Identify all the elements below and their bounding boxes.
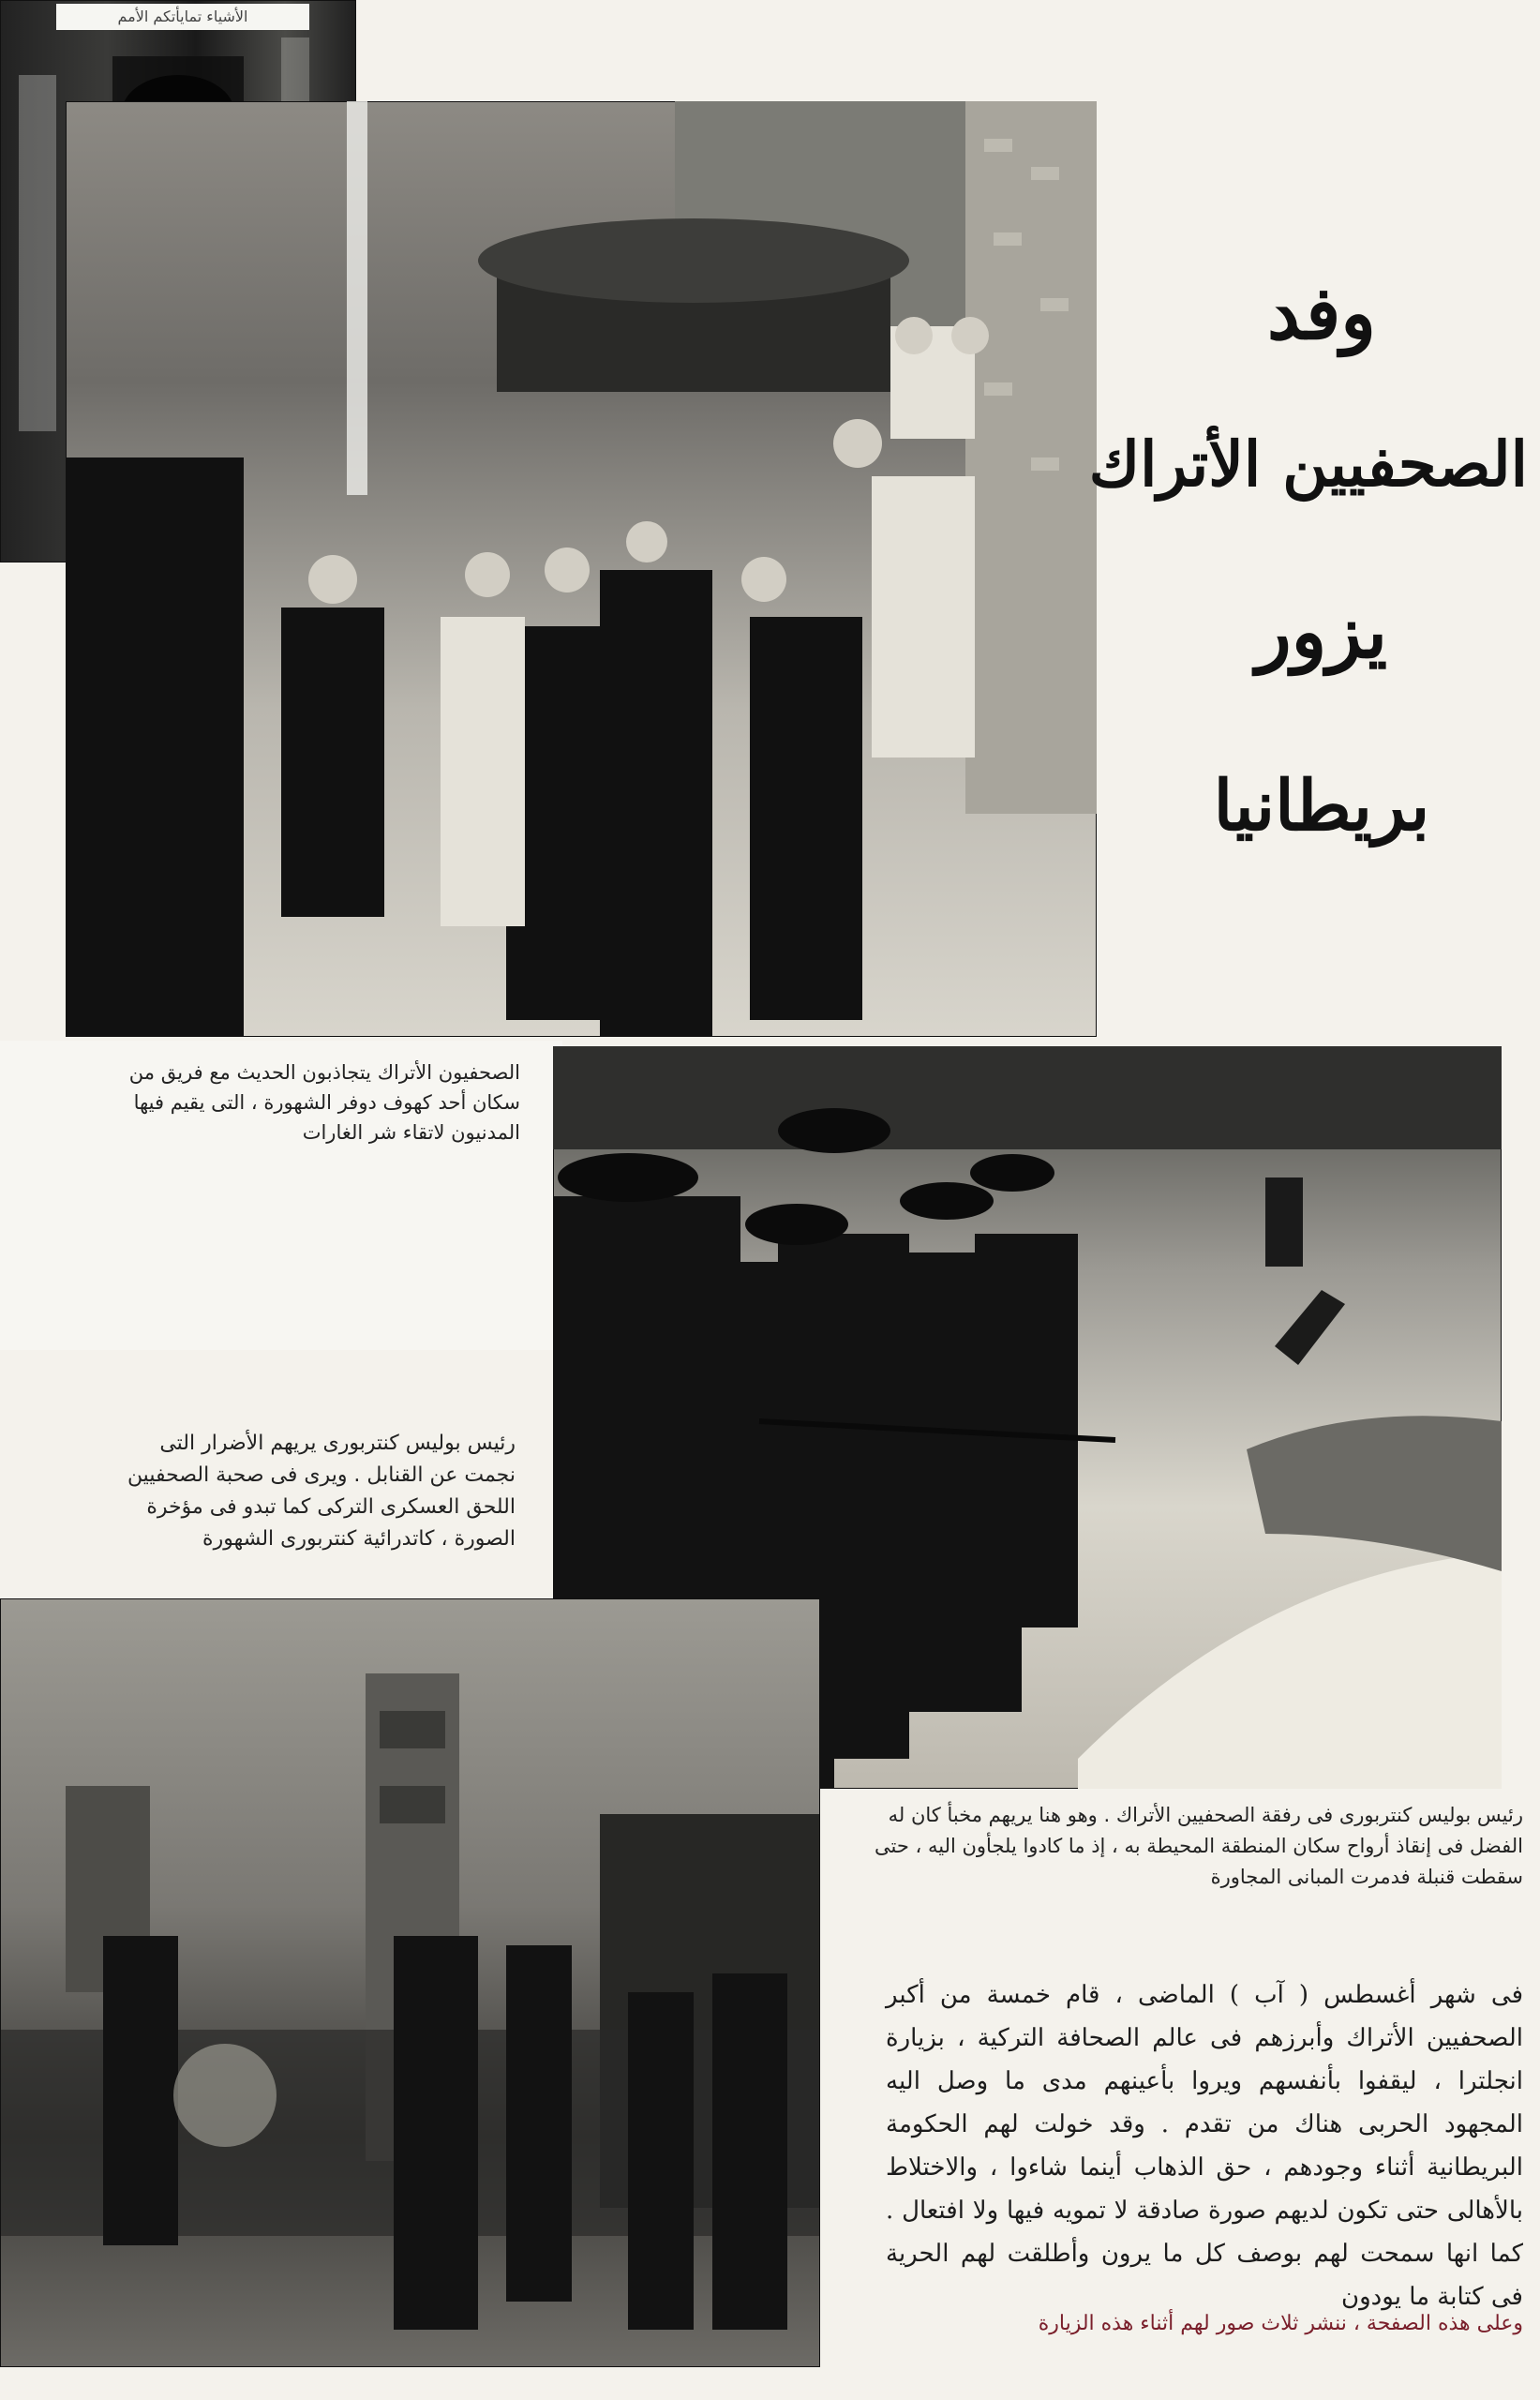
photo-canterbury-cathedral xyxy=(0,1598,820,2367)
photo-dover-caves xyxy=(66,101,1097,1037)
headline-line-2: الصحفيين الأتراك xyxy=(1088,428,1528,501)
caption-canterbury-damage: رئيس بوليس كنتربورى يريهم الأضرار التى نجمت عن القنابل . ويرى فى صحبة الصحفيين اللحق العسكرى التركى كما تبدو فى مؤخرة الصورة ، كاتدرائية كنتربورى الشهورة xyxy=(127,1432,516,1551)
headline xyxy=(1088,253,1528,928)
caption-dover-caves: الصحفيون الأتراك يتجاذبون الحديث مع فريق من سكان أحد كهوف دوفر الشهورة ، التى يقيم فيها المدنيون لاتقاء شر الغارات xyxy=(128,1061,520,1144)
headline-line-4: بريطانيا xyxy=(1213,766,1430,847)
headline-line-3: يزور xyxy=(1255,590,1388,675)
top-scrap-text: الأشياء تمايأتكم الأمم xyxy=(56,4,309,30)
headline-line-1: وفد xyxy=(1267,271,1376,356)
caption-shelter: رئيس بوليس كنتربورى فى رفقة الصحفيين الأتراك . وهو هنا يريهم مخبأ كان له الفضل فى إنقاذ أرواح سكان المنطقة المحيطة به ، إذ ما كادوا يلجأون اليه ، حتى سقطت قنبلة فدمرت المبانى المجاورة xyxy=(875,1804,1523,1888)
article-body xyxy=(886,1973,1523,2318)
article-paragraph: فى شهر أغسطس ( آب ) الماضى ، قام خمسة من أكبر الصحفيين الأتراك وأبرزهم فى عالم الصحافة التركية ، بزيارة انجلترا ، ليقفوا بأنفسهم ويروا بأعينهم مدى ما وصل اليه المجهود الحربى هناك من تقدم . وقد خولت لهم الحكومة البريطانية أثناء وجودهم ، حق الذهاب أينما شاءوا ، والاختلاط بالأهالى حتى تكون لديهم صورة صادقة لا تمويه فيها ولا افتعال . كما انها سمحت لهم بوصف كل ما يرون وأطلقت لهم الحرية فى كتابة ما يودون xyxy=(886,1981,1523,2311)
article-footnote: وعلى هذه الصفحة ، ننشر ثلاث صور لهم أثناء هذه الزيارة xyxy=(1038,2312,1523,2335)
